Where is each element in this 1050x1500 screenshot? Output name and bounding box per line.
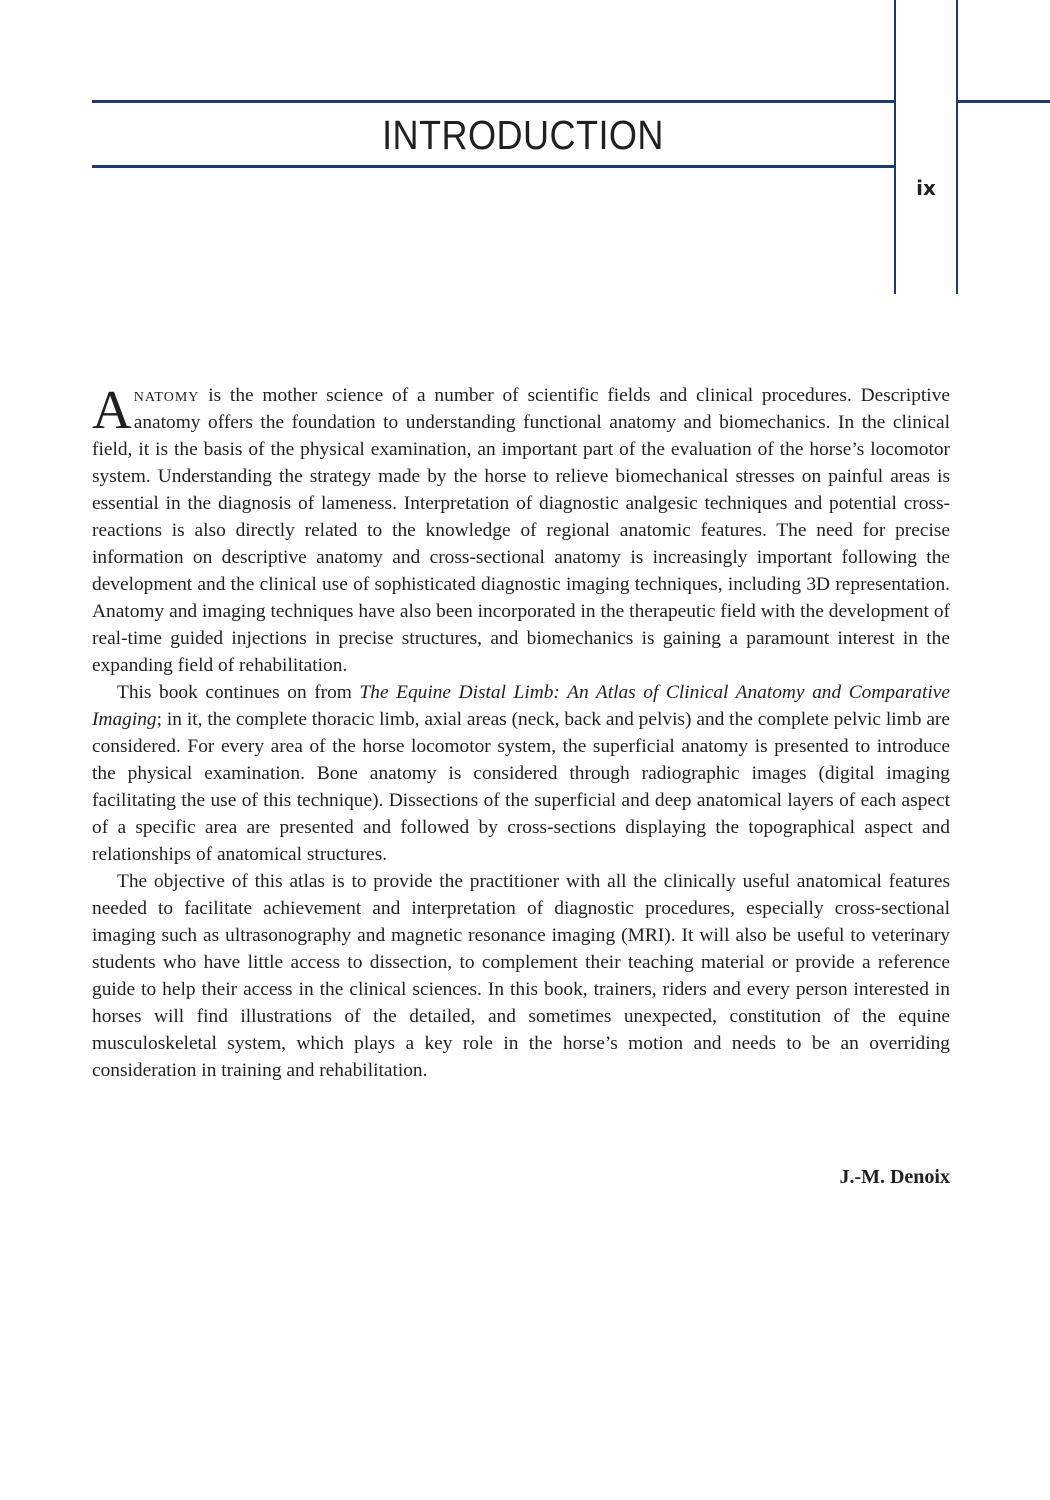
drop-cap: A [92, 379, 132, 440]
paragraph-3: The objective of this atlas is to provide the practitioner with all the clinically useful anatomical features needed to facilitate achievement and interpretation of diagnostic procedures, especially cross-sectional imaging such as ultrasonography and magnetic resonance imaging (MRI). It will also be useful to veterinary students who have little access to dissection, to complement their teaching material or provide a reference guide to help their access in the clinical sciences. In this book, trainers, riders and every person interested in horses will find illustrations of the detailed, and sometimes unexpected, constitution of the equine musculoskeletal system, which plays a key role in the horse’s motion and needs to be an overriding consideration in training and rehabilitation. [92, 871, 950, 1081]
paragraph-2-lead: This book continues on from [117, 682, 360, 703]
opening-word: natomy [133, 385, 200, 406]
title-rule-top [92, 100, 896, 103]
referenced-book-title: The Equine Distal Limb: An Atlas of Clinical Anatomy and Comparative Imaging [92, 682, 950, 730]
title-rule-top-right [958, 100, 1050, 103]
title-rule-bottom [92, 165, 896, 168]
page-tab-rule-right [956, 0, 958, 294]
body-text [92, 379, 950, 1084]
paragraph-2 [92, 679, 950, 868]
page-number: ix [916, 176, 936, 200]
author-signature: J.-M. Denoix [839, 1166, 950, 1188]
paragraph-2-text: ; in it, the complete thoracic limb, axial areas (neck, back and pelvis) and the complete pelvic limb are considered. For every area of the horse locomotor system, the superficial anatomy is presented to introduce the physical examination. Bone anatomy is considered through radiographic images (digital imaging facilitating the use of this technique). Dissections of the superficial and deep anatomical layers of each aspect of a specific area are presented and followed by cross-sections displaying the topographical aspect and relationships of anatomical structures. [92, 709, 950, 865]
paragraph-1-text: is the mother science of a number of scientific fields and clinical procedures. Descriptive anatomy offers the foundation to understanding functional anatomy and biomechanics. In the clinical field, it is the basis of the physical examination, an important part of the evaluation of the horse’s locomotor system. Understanding the strategy made by the horse to relieve biomechanical stresses on painful areas is essential in the diagnosis of lameness. Interpretation of diagnostic analgesic techniques and potential cross-reactions is also directly related to the knowledge of regional anatomic features. The need for precise information on descriptive anatomy and cross-sectional anatomy is increasingly important following the development and the clinical use of sophisticated diagnostic imaging techniques, including 3D representation. Anatomy and imaging techniques have also been incorporated in the therapeutic field with the development of real-time guided injections in precise structures, and biomechanics is gaining a paramount interest in the expanding field of rehabilitation. [92, 385, 950, 676]
chapter-title: INTRODUCTION [382, 112, 664, 158]
paragraph-1 [92, 379, 950, 679]
